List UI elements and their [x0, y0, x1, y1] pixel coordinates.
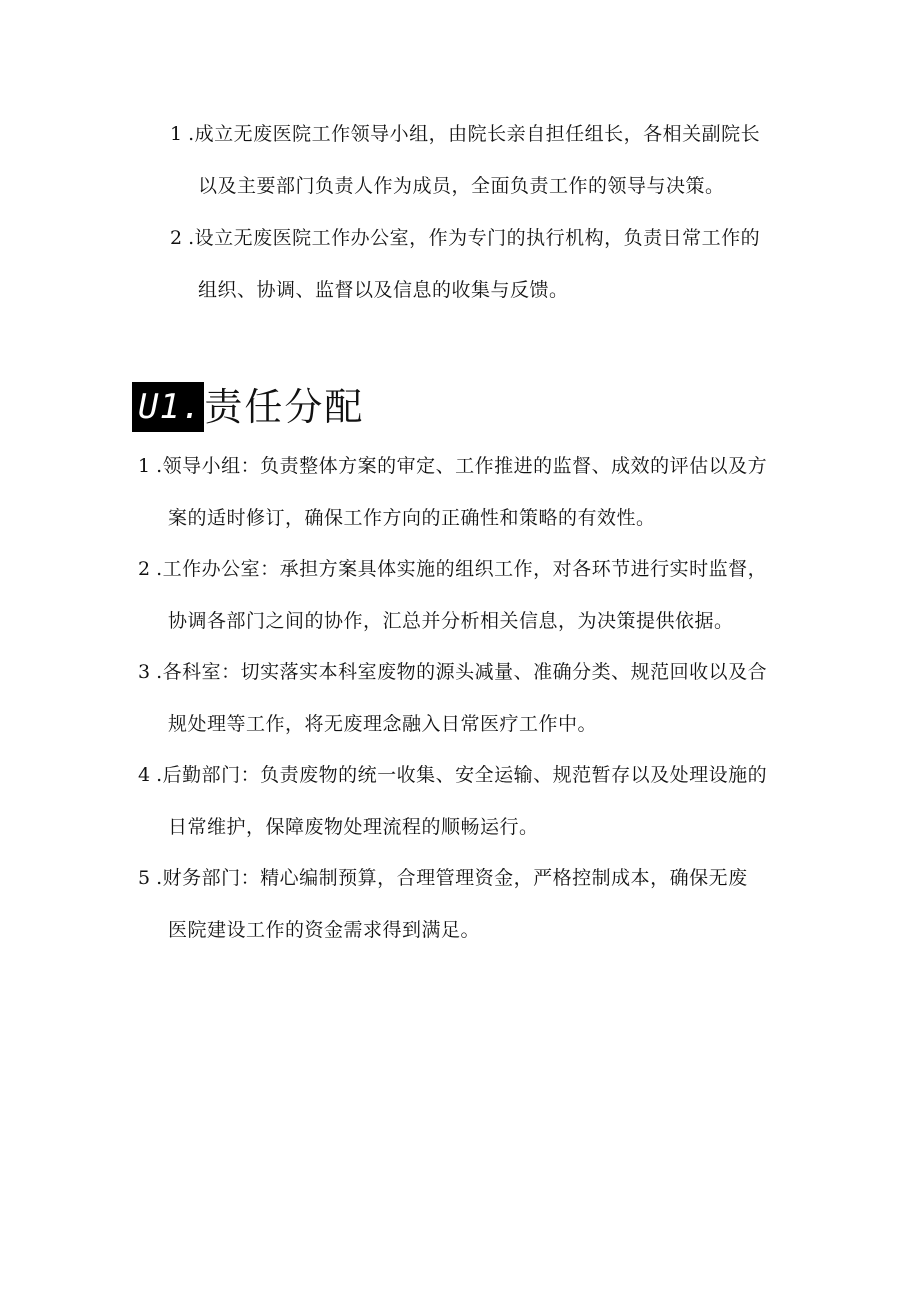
- responsibility-item-5-line-1: [138, 852, 748, 904]
- intro-item-1-text-1: .成立无废医院工作领导小组，由院长亲自担任组长，各相关副院长: [188, 123, 761, 145]
- intro-item-2-text-2: 组织、协调、监督以及信息的收集与反馈。: [198, 279, 569, 301]
- intro-item-1-line-1: [170, 108, 760, 160]
- intro-item-1-number: 1: [170, 123, 189, 145]
- intro-item-1-text-2: 以及主要部门负责人作为成员，全面负责工作的领导与决策。: [198, 175, 725, 197]
- responsibility-item-1-text-2: 案的适时修订，确保工作方向的正确性和策略的有效性。: [168, 507, 656, 529]
- intro-item-2-line-1: [170, 212, 760, 264]
- responsibility-item-1: [138, 440, 767, 544]
- intro-item-2-number: 2: [170, 227, 189, 249]
- responsibility-item-3-text-2: 规处理等工作，将无废理念融入日常医疗工作中。: [168, 713, 598, 735]
- responsibility-item-4-text-2: 日常维护，保障废物处理流程的顺畅运行。: [168, 816, 539, 838]
- responsibility-item-2-text-1: .工作办公室：承担方案具体实施的组织工作，对各环节进行实时监督，: [156, 558, 768, 580]
- responsibility-item-5-text-2: 医院建设工作的资金需求得到满足。: [168, 919, 481, 941]
- section-number: U1.: [132, 382, 204, 432]
- responsibility-item-1-number: 1: [138, 455, 157, 477]
- responsibility-item-4-number: 4: [138, 764, 157, 786]
- responsibility-item-2: [138, 543, 767, 647]
- responsibility-item-2-line-1: [138, 543, 767, 595]
- section-heading: [132, 382, 364, 432]
- responsibility-item-1-text-1: .领导小组：负责整体方案的审定、工作推进的监督、成效的评估以及方: [156, 455, 768, 477]
- responsibility-item-2-text-2: 协调各部门之间的协作，汇总并分析相关信息，为决策提供依据。: [168, 610, 734, 632]
- responsibility-item-5: [138, 852, 748, 956]
- intro-item-1: [170, 108, 760, 212]
- responsibility-item-4: [138, 749, 767, 853]
- responsibility-item-3-text-1: .各科室：切实落实本科室废物的源头减量、准确分类、规范回收以及合: [156, 661, 768, 683]
- intro-item-2: [170, 212, 760, 316]
- section-title: 责任分配: [204, 385, 365, 429]
- responsibility-item-3: [138, 646, 767, 750]
- responsibility-item-5-text-1: .财务部门：精心编制预算，合理管理资金，严格控制成本，确保无废: [156, 867, 748, 889]
- responsibility-item-1-line-1: [138, 440, 767, 492]
- intro-item-2-text-1: .设立无废医院工作办公室，作为专门的执行机构，负责日常工作的: [188, 227, 761, 249]
- responsibility-item-2-number: 2: [138, 558, 157, 580]
- responsibility-item-5-number: 5: [138, 867, 157, 889]
- responsibility-item-3-number: 3: [138, 661, 157, 683]
- responsibility-item-4-text-1: .后勤部门：负责废物的统一收集、安全运输、规范暂存以及处理设施的: [156, 764, 768, 786]
- responsibility-item-3-line-1: [138, 646, 767, 698]
- responsibility-item-4-line-1: [138, 749, 767, 801]
